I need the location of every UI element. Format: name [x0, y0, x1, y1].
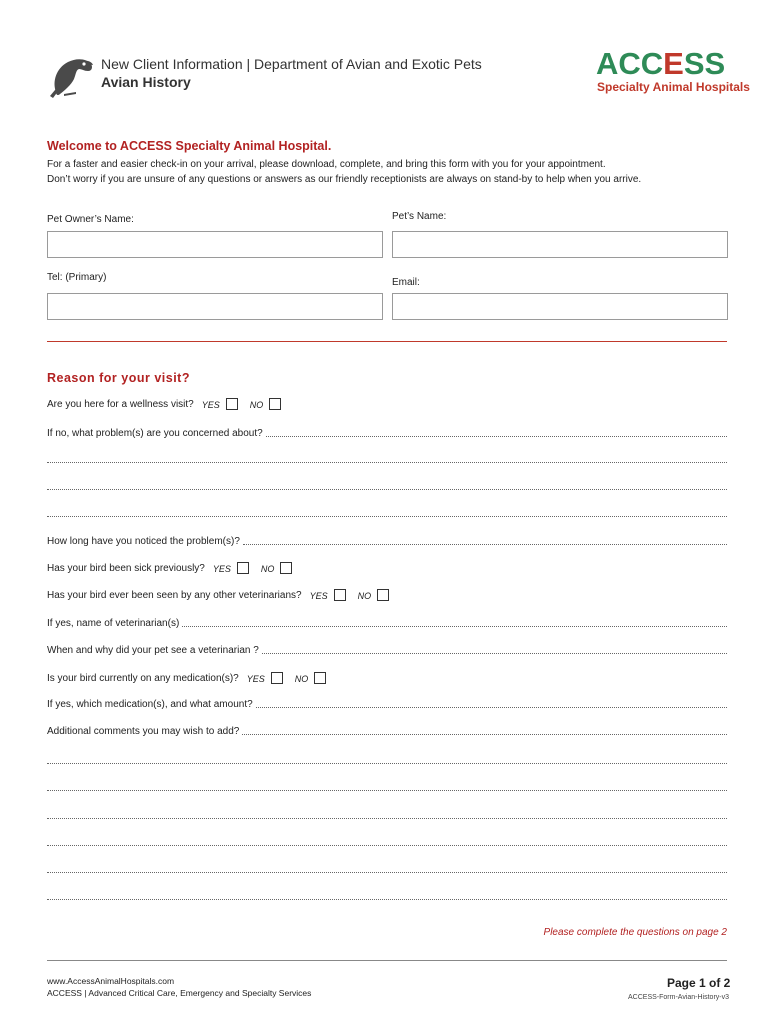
intro-line-2: Don’t worry if you are unsure of any questions or answers as our friendly receptionists are always on stand-by to help when you arrive.: [47, 174, 642, 185]
comments-answer-line[interactable]: [242, 733, 727, 735]
email-field[interactable]: [392, 293, 728, 320]
wellness-no-checkbox[interactable]: [269, 398, 281, 410]
owner-name-label: Pet Owner’s Name:: [47, 214, 134, 225]
answer-line[interactable]: [47, 516, 727, 517]
other-vets-question: Has your bird ever been seen by any other veterinarians? YES NO: [47, 589, 389, 601]
problems-answer-line[interactable]: [266, 435, 727, 437]
pet-name-label: Pet’s Name:: [392, 211, 447, 222]
logo-tagline: Specialty Animal Hospitals: [597, 80, 750, 94]
access-logo: ACCESS: [596, 46, 726, 81]
tel-label: Tel: (Primary): [47, 272, 107, 283]
medication-question: Is your bird currently on any medication(s)? YES NO: [47, 672, 326, 684]
parrot-icon: [46, 52, 96, 98]
answer-line[interactable]: [47, 462, 727, 463]
which-meds-question: If yes, which medication(s), and what amount?: [47, 699, 727, 710]
answer-line[interactable]: [47, 763, 727, 764]
noticed-question: How long have you noticed the problem(s)?: [47, 536, 727, 547]
intro-line-1: For a faster and easier check-in on your arrival, please download, complete, and bring this form with you for your appointment.: [47, 159, 606, 170]
footer-org: ACCESS | Advanced Critical Care, Emergency and Specialty Services: [47, 988, 312, 998]
sick-no-checkbox[interactable]: [280, 562, 292, 574]
other-vets-yes-checkbox[interactable]: [334, 589, 346, 601]
when-why-answer-line[interactable]: [262, 652, 727, 654]
medication-no-checkbox[interactable]: [314, 672, 326, 684]
sick-yes-checkbox[interactable]: [237, 562, 249, 574]
pet-name-field[interactable]: [392, 231, 728, 258]
form-subtitle: Avian History: [101, 74, 191, 90]
answer-line[interactable]: [47, 872, 727, 873]
wellness-yes-checkbox[interactable]: [226, 398, 238, 410]
email-label: Email:: [392, 277, 420, 288]
answer-line[interactable]: [47, 790, 727, 791]
answer-line[interactable]: [47, 845, 727, 846]
vet-names-question: If yes, name of veterinarian(s): [47, 618, 727, 629]
form-title: New Client Information | Department of Avian and Exotic Pets: [101, 56, 482, 72]
noticed-answer-line[interactable]: [243, 543, 727, 545]
when-why-question: When and why did your pet see a veterinarian ?: [47, 645, 727, 656]
owner-name-field[interactable]: [47, 231, 383, 258]
section-divider: [47, 341, 727, 342]
comments-question: Additional comments you may wish to add?: [47, 726, 727, 737]
problems-question: If no, what problem(s) are you concerned about?: [47, 428, 727, 439]
wellness-question: Are you here for a wellness visit? YES NO: [47, 398, 281, 410]
answer-line[interactable]: [47, 899, 727, 900]
medication-yes-checkbox[interactable]: [271, 672, 283, 684]
page-number: Page 1 of 2: [667, 976, 731, 990]
footer-url[interactable]: www.AccessAnimalHospitals.com: [47, 976, 175, 986]
answer-line[interactable]: [47, 818, 727, 819]
sick-before-question: Has your bird been sick previously? YES NO: [47, 562, 292, 574]
welcome-heading: Welcome to ACCESS Specialty Animal Hospital.: [47, 139, 332, 153]
answer-line[interactable]: [47, 489, 727, 490]
other-vets-no-checkbox[interactable]: [377, 589, 389, 601]
reason-heading: Reason for your visit?: [47, 371, 190, 385]
vet-names-answer-line[interactable]: [182, 625, 727, 627]
footer-divider: [47, 960, 727, 961]
continue-notice: Please complete the questions on page 2: [543, 927, 727, 938]
which-meds-answer-line[interactable]: [256, 706, 727, 708]
tel-field[interactable]: [47, 293, 383, 320]
form-id: ACCESS-Form-Avian-History-v3: [628, 994, 729, 1001]
